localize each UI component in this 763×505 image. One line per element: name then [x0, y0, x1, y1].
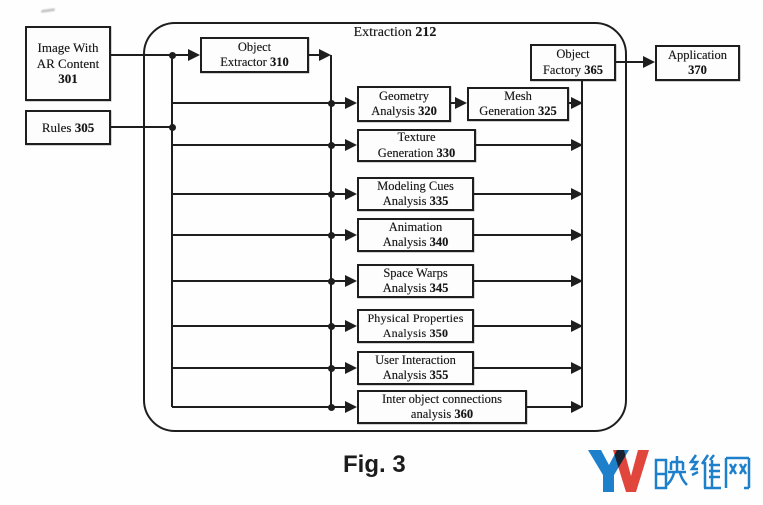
yv-logo-mark	[588, 450, 649, 492]
node-label: Texture	[397, 130, 436, 145]
left-bus-line	[171, 55, 173, 407]
node-application-370	[655, 45, 740, 81]
connector-row-in	[172, 325, 347, 327]
connector-rules-to-bus	[111, 126, 173, 128]
connector-row-in	[172, 406, 347, 408]
node-label: Application	[667, 47, 727, 62]
junction-dot	[328, 232, 335, 239]
node-label: Analysis 345	[382, 281, 449, 295]
node-label: Extractor 310	[220, 55, 289, 69]
connector-row-out	[473, 280, 573, 282]
connector-image-to-extractor	[109, 54, 193, 56]
yingweiwang-wordmark	[656, 455, 749, 488]
node-inter-object-connections-analysis-360	[357, 390, 527, 424]
junction-dot	[328, 191, 335, 198]
node-label: Analysis 350	[382, 326, 449, 340]
node-object-factory-365	[530, 44, 616, 81]
arrowhead	[571, 320, 583, 332]
yv-logo	[586, 447, 752, 495]
arrowhead	[571, 275, 583, 287]
arrowhead	[345, 97, 357, 109]
junction-dot	[328, 142, 335, 149]
node-label: Animation	[388, 219, 443, 234]
arrowhead	[455, 97, 467, 109]
node-number: 370	[688, 63, 707, 77]
node-texture-generation-330	[357, 129, 476, 162]
arrowhead	[345, 401, 357, 413]
node-object-extractor-310	[200, 37, 309, 73]
node-geometry-analysis-320	[357, 86, 451, 122]
junction-dot	[169, 124, 176, 131]
junction-dot	[328, 365, 335, 372]
node-label: AR Content	[36, 55, 100, 71]
arrowhead	[345, 362, 357, 374]
connector-row-out	[473, 367, 573, 369]
connector-row-in	[172, 193, 347, 195]
node-label: Object	[556, 47, 590, 62]
node-modeling-cues-analysis-335	[357, 177, 474, 211]
node-label: Image With	[37, 39, 99, 55]
node-label: Analysis 355	[382, 368, 449, 382]
connector-row-out	[475, 144, 573, 146]
node-rules-305	[25, 110, 111, 145]
junction-dot	[328, 100, 335, 107]
arrowhead	[571, 362, 583, 374]
junction-dot	[328, 323, 335, 330]
connector-factory-to-application	[615, 61, 645, 63]
node-label: Mesh	[504, 88, 532, 103]
node-label: Object	[237, 39, 272, 54]
arrowhead	[345, 275, 357, 287]
connector-row-in	[172, 102, 347, 104]
arrowhead	[571, 139, 583, 151]
connector-row-in	[172, 367, 347, 369]
node-label: Analysis 340	[382, 235, 449, 249]
arrowhead	[571, 97, 583, 109]
node-label: Analysis 320	[371, 104, 437, 118]
yingweiwang-watermark	[586, 447, 752, 495]
junction-dot	[328, 278, 335, 285]
arrowhead	[571, 229, 583, 241]
connector-row-in	[172, 234, 347, 236]
connector-row-out	[473, 325, 573, 327]
arrowhead	[571, 401, 583, 413]
node-mesh-generation-325	[467, 87, 569, 121]
connector-row-in	[172, 280, 347, 282]
arrowhead	[643, 56, 655, 68]
node-number: 301	[58, 71, 78, 87]
connector-row-out	[473, 193, 573, 195]
node-label: analysis 360	[410, 407, 474, 421]
figure-caption: Fig. 3	[343, 451, 406, 478]
node-animation-analysis-340	[357, 218, 474, 252]
node-label: Physical Properties	[367, 311, 464, 326]
junction-dot	[328, 404, 335, 411]
arrowhead	[345, 320, 357, 332]
arrowhead	[345, 188, 357, 200]
node-label: Factory 365	[542, 62, 604, 77]
arrowhead	[345, 229, 357, 241]
node-label: Inter object connections	[381, 391, 503, 406]
node-label: Generation 330	[377, 145, 456, 160]
node-label: Space Warps	[383, 265, 448, 280]
node-label: Rules 305	[41, 119, 95, 135]
node-physical-properties-analysis-350	[357, 309, 474, 343]
factory-bus-line	[581, 80, 583, 407]
node-image-with-ar-content-301	[25, 26, 111, 101]
node-user-interaction-analysis-355	[357, 351, 474, 385]
node-label: User Interaction	[375, 352, 456, 367]
arrowhead	[571, 188, 583, 200]
extractor-bus-line	[330, 55, 332, 407]
connector-row-out	[526, 406, 573, 408]
connector-row-out	[473, 234, 573, 236]
connector-row-in	[172, 144, 347, 146]
extraction-label: Extraction 212	[353, 25, 437, 40]
node-label: Geometry	[379, 88, 429, 103]
arrowhead	[319, 49, 331, 61]
scan-artifact	[41, 8, 55, 13]
junction-dot	[169, 52, 176, 59]
node-label: Modeling Cues	[377, 178, 454, 193]
arrowhead	[345, 139, 357, 151]
node-label: Analysis 335	[382, 194, 449, 208]
node-space-warps-analysis-345	[357, 264, 474, 298]
node-label: Generation 325	[479, 104, 557, 118]
arrowhead	[188, 49, 200, 61]
